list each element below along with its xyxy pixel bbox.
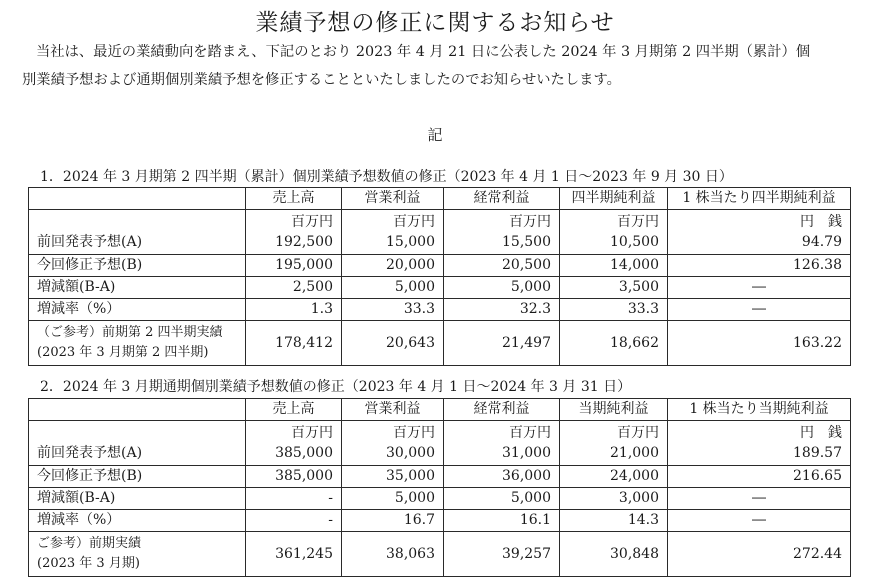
value-cell: 14.3 [560,510,668,532]
intro-paragraph [22,38,852,94]
section2-heading: 2．2024 年 3 月期通期個別業績予想数値の修正（2023 年 4 月 1 日～2024 年 3 月 31 日） [40,379,632,395]
value-cell: 24,000 [560,466,668,488]
value-cell: 361,245 [246,532,342,577]
row-label: （ご参考）前期第 2 四半期実績 (2023 年 3 月期第 2 四半期) [29,321,246,366]
value-cell: 18,662 [560,321,668,366]
row-label: 前回発表予想(A) [29,210,246,255]
value-cell: 33.3 [342,299,444,321]
table-row [29,255,851,277]
header-ordinary-profit: 経常利益 [444,399,560,421]
table-header-row [29,399,851,421]
unit-label: 百万円 [509,425,551,441]
value-cell: 5,000 [444,277,560,299]
value-cell: 14,000 [560,255,668,277]
value-cell: 195,000 [246,255,342,277]
header-sales: 売上高 [246,399,342,421]
value-cell: 5,000 [342,488,444,510]
section2-table [28,398,851,577]
row-label: 増減額(B-A) [29,488,246,510]
unit-label: 円 銭 [800,214,842,230]
unit-label: 百万円 [291,214,333,230]
unit-label: 百万円 [393,214,435,230]
header-cell-empty [29,399,246,421]
value-cell: ― [668,488,851,510]
value-cell: 20,500 [444,255,560,277]
row-label: 増減率（%） [29,510,246,532]
value-cell: 33.3 [560,299,668,321]
table-header-row [29,188,851,210]
value-cell: 385,000 [275,445,333,461]
value-cell: 216.65 [668,466,851,488]
value-cell: ― [668,510,851,532]
value-cell: 3,000 [560,488,668,510]
value-cell: 30,848 [560,532,668,577]
table-row [29,510,851,532]
value-cell: 192,500 [275,234,333,250]
unit-label: 百万円 [291,425,333,441]
header-operating-profit: 営業利益 [342,399,444,421]
value-cell: 3,500 [560,277,668,299]
value-cell: 94.79 [801,234,842,250]
value-cell: 178,412 [246,321,342,366]
header-net-profit: 当期純利益 [560,399,668,421]
unit-label: 円 銭 [800,425,842,441]
table-row [29,210,851,255]
table-row [29,488,851,510]
value-cell: 36,000 [444,466,560,488]
value-cell: 189.57 [793,445,842,461]
value-cell: 20,000 [342,255,444,277]
ki-heading: 記 [427,126,443,144]
value-cell: ― [668,299,851,321]
header-sales: 売上高 [246,188,342,210]
value-cell: 385,000 [246,466,342,488]
row-label: 前回発表予想(A) [29,421,246,466]
unit-label: 百万円 [393,425,435,441]
header-eps: 1 株当たり四半期純利益 [668,188,851,210]
value-cell: 16.1 [444,510,560,532]
intro-line-1: 当社は、最近の業績動向を踏まえ、下記のとおり 2023 年 4 月 21 日に公表した 2024 年 3 月期第 2 四半期（累計）個 [36,44,811,60]
unit-label: 百万円 [617,214,659,230]
row-label: 増減率（%） [29,299,246,321]
value-cell: 272.44 [668,532,851,577]
value-cell: 16.7 [342,510,444,532]
value-cell: 126.38 [668,255,851,277]
value-cell: 2,500 [246,277,342,299]
unit-label: 百万円 [617,425,659,441]
value-cell: 10,500 [610,234,659,250]
value-cell: 39,257 [444,532,560,577]
table-row [29,532,851,577]
value-cell: 21,497 [444,321,560,366]
value-cell: 15,500 [502,234,551,250]
value-cell: 38,063 [342,532,444,577]
value-cell: 5,000 [342,277,444,299]
header-cell-empty [29,188,246,210]
value-cell: 35,000 [342,466,444,488]
table-row [29,277,851,299]
value-cell: - [246,488,342,510]
header-eps: 1 株当たり当期純利益 [668,399,851,421]
value-cell: 20,643 [342,321,444,366]
unit-label: 百万円 [509,214,551,230]
table-row [29,421,851,466]
row-label: ご参考）前期実績 (2023 年 3 月期) [29,532,246,577]
row-label: 今回修正予想(B) [29,255,246,277]
value-cell: 5,000 [444,488,560,510]
value-cell: 32.3 [444,299,560,321]
value-cell: - [246,510,342,532]
row-label: 増減額(B-A) [29,277,246,299]
section1-table [28,187,851,366]
section1-heading: 1．2024 年 3 月期第 2 四半期（累計）個別業績予想数値の修正（2023 年 4 月 1 日～2023 年 9 月 30 日） [40,169,733,185]
value-cell: 1.3 [246,299,342,321]
value-cell: 163.22 [668,321,851,366]
row-label: 今回修正予想(B) [29,466,246,488]
header-ordinary-profit: 経常利益 [444,188,560,210]
page-title: 業績予想の修正に関するお知らせ [255,10,615,36]
value-cell: 15,000 [386,234,435,250]
value-cell: 31,000 [502,445,551,461]
header-operating-profit: 営業利益 [342,188,444,210]
value-cell: 21,000 [610,445,659,461]
intro-line-2: 別業績予想および通期個別業績予想を修正することといたしましたのでお知らせいたします。 [22,72,621,88]
table-row [29,299,851,321]
value-cell: 30,000 [386,445,435,461]
table-row [29,466,851,488]
header-net-profit: 四半期純利益 [560,188,668,210]
value-cell: ― [668,277,851,299]
table-row [29,321,851,366]
